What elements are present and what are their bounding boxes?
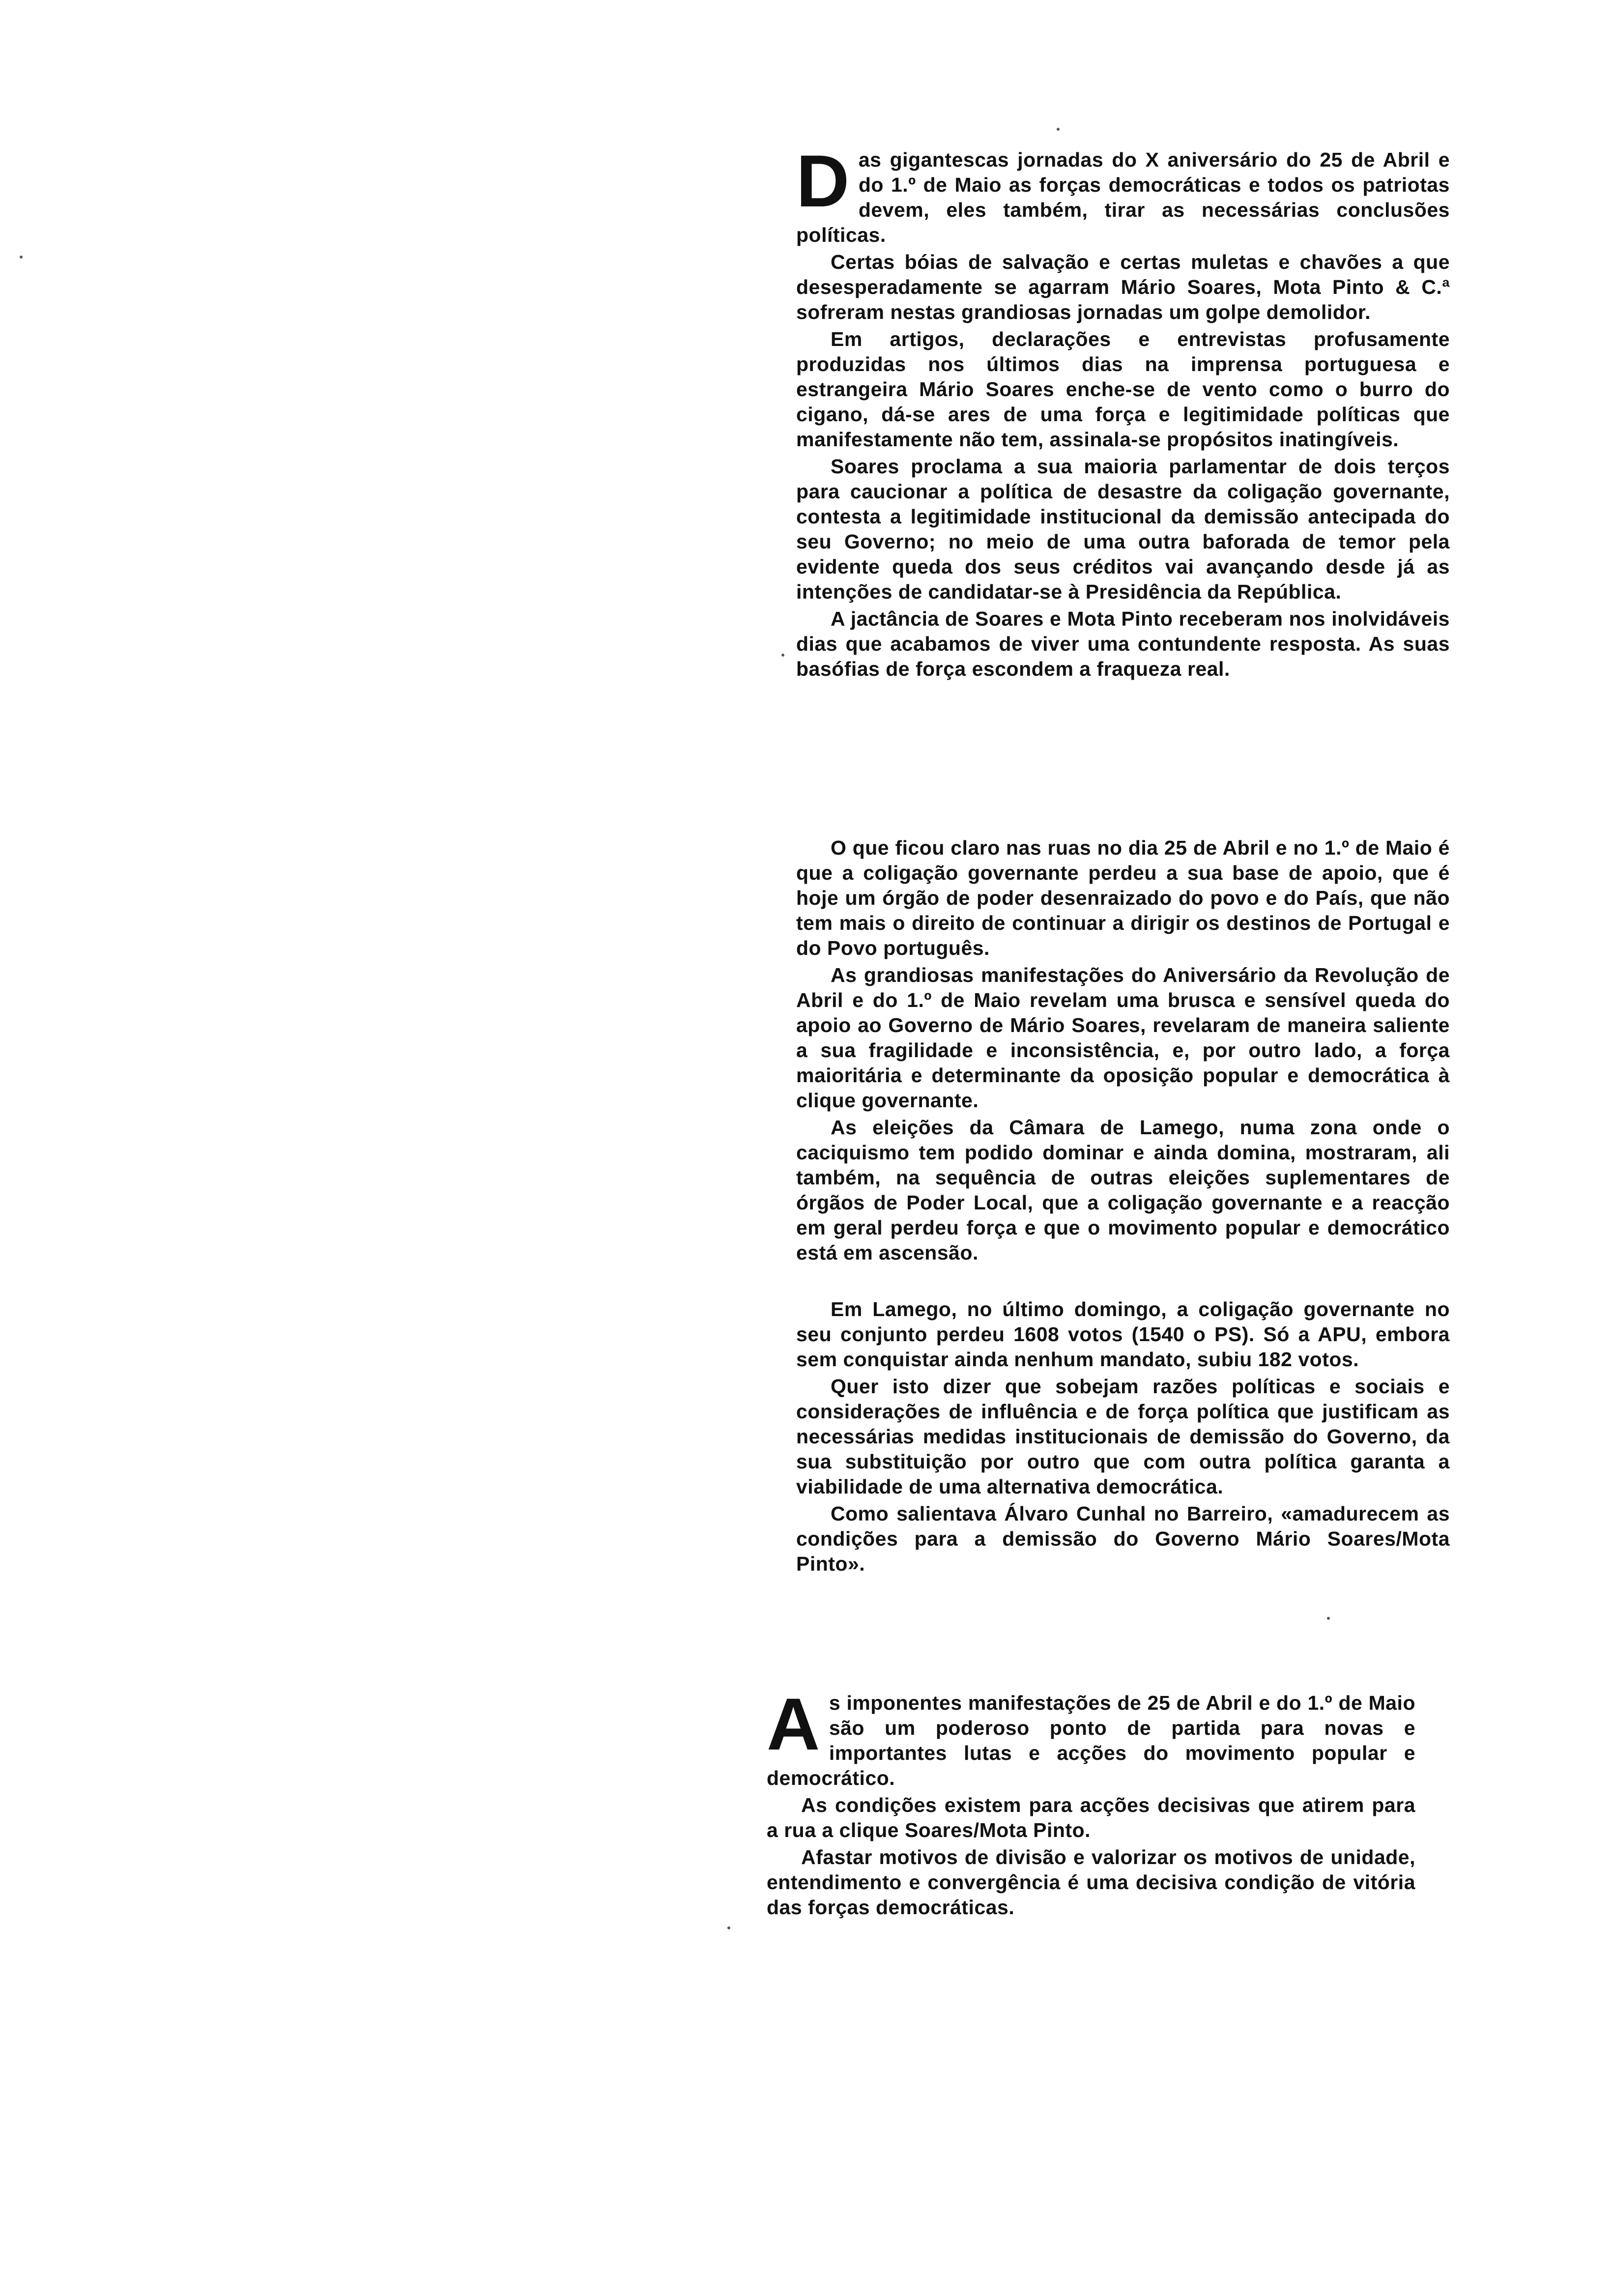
- scan-speck: [20, 256, 23, 258]
- paragraph: Certas bóias de salvação e certas muletas e chavões a que desesperadamente se agarram Mário Soares, Mota Pinto & C.ª sofreram nestas grandiosas jornadas um golpe demolidor.: [796, 251, 1450, 323]
- paragraph: Soares proclama a sua maioria parlamentar de dois terços para caucionar a política de desastre da coligação governante, contesta a legitimidade institucional da demissão antecipada do seu Governo; no meio de uma outra baforada de temor pela evidente queda dos seus créditos vai avançando desde já as intenções de candidatar-se à Presidência da República.: [796, 455, 1450, 603]
- intro-paragraph-text: as gigantescas jornadas do X aniversário do 25 de Abril e do 1.º de Maio as forças democráticas e todos os patriotas devem, eles também, tirar as necessárias conclusões políticas.: [796, 148, 1450, 246]
- paragraph: A jactância de Soares e Mota Pinto receberam nos inolvidáveis dias que acabamos de viver uma contundente resposta. As suas basófias de força escondem a fraqueza real.: [796, 607, 1450, 680]
- closing-paragraph-text: s imponentes manifestações de 25 de Abril e do 1.º de Maio são um poderoso ponto de partida para novas e importantes lutas e acções do movimento popular e democrático.: [767, 1692, 1415, 1789]
- intro-paragraph: [796, 140, 1450, 248]
- closing-paragraph: [767, 1683, 1415, 1791]
- scan-speck: [727, 1926, 730, 1929]
- section-gap: [796, 1267, 1450, 1297]
- paragraph: Afastar motivos de divisão e valorizar os motivos de unidade, entendimento e convergência é uma decisiva condição de vitória das forças democráticas.: [767, 1846, 1415, 1919]
- scan-speck: [1057, 128, 1060, 131]
- paragraph: As condições existem para acções decisivas que atirem para a rua a clique Soares/Mota Pinto.: [767, 1794, 1415, 1841]
- paragraph: Em Lamego, no último domingo, a coligação governante no seu conjunto perdeu 1608 votos (1540 o PS). Só a APU, embora sem conquistar ainda nenhum mandato, subiu 182 votos.: [796, 1298, 1450, 1371]
- drop-cap: D: [796, 140, 850, 222]
- scan-speck: [781, 654, 784, 657]
- paragraph: Em artigos, declarações e entrevistas profusamente produzidas nos últimos dias na imprensa portuguesa e estrangeira Mário Soares enche-se de vento como o burro do cigano, dá-se ares de uma força e legitimidade políticas que manifestamente não tem, assinala-se propósitos inatingíveis.: [796, 328, 1450, 451]
- paragraph: As grandiosas manifestações do Aniversário da Revolução de Abril e do 1.º de Maio revelam uma brusca e sensível queda do apoio ao Governo de Mário Soares, revelaram de maneira saliente a sua fragilidade e inconsistência, e, por outro lado, a força maioritária e determinante da oposição popular e democrática à clique governante.: [796, 964, 1450, 1112]
- drop-cap: A: [767, 1683, 820, 1765]
- paragraph: Como salientava Álvaro Cunhal no Barreiro, «amadurecem as condições para a demissão do Governo Mário Soares/Mota Pinto».: [796, 1502, 1450, 1575]
- scan-speck: [1327, 1617, 1330, 1620]
- paragraph: O que ficou claro nas ruas no dia 25 de Abril e no 1.º de Maio é que a coligação governante perdeu a sua base de apoio, que é hoje um órgão de poder desenraizado do povo e do País, que não tem mais o direito de continuar a dirigir os destinos de Portugal e do Povo português.: [796, 836, 1450, 959]
- paragraph: As eleições da Câmara de Lamego, numa zona onde o caciquismo tem podido dominar e ainda domina, mostraram, ali também, na sequência de outras eleições suplementares de órgãos de Poder Local, que a coligação governante e a reacção em geral perdeu força e que o movimento popular e democrático está em ascensão.: [796, 1116, 1450, 1264]
- article-closing-section: [767, 1683, 1415, 1922]
- article-middle-section: [796, 835, 1450, 1578]
- article-intro-section: [796, 140, 1450, 684]
- paragraph: Quer isto dizer que sobejam razões políticas e sociais e considerações de influência e de força política que justificam as necessárias medidas institucionais de demissão do Governo, da sua substituição por outro que com outra política garanta a viabilidade de uma alternativa democrática.: [796, 1375, 1450, 1498]
